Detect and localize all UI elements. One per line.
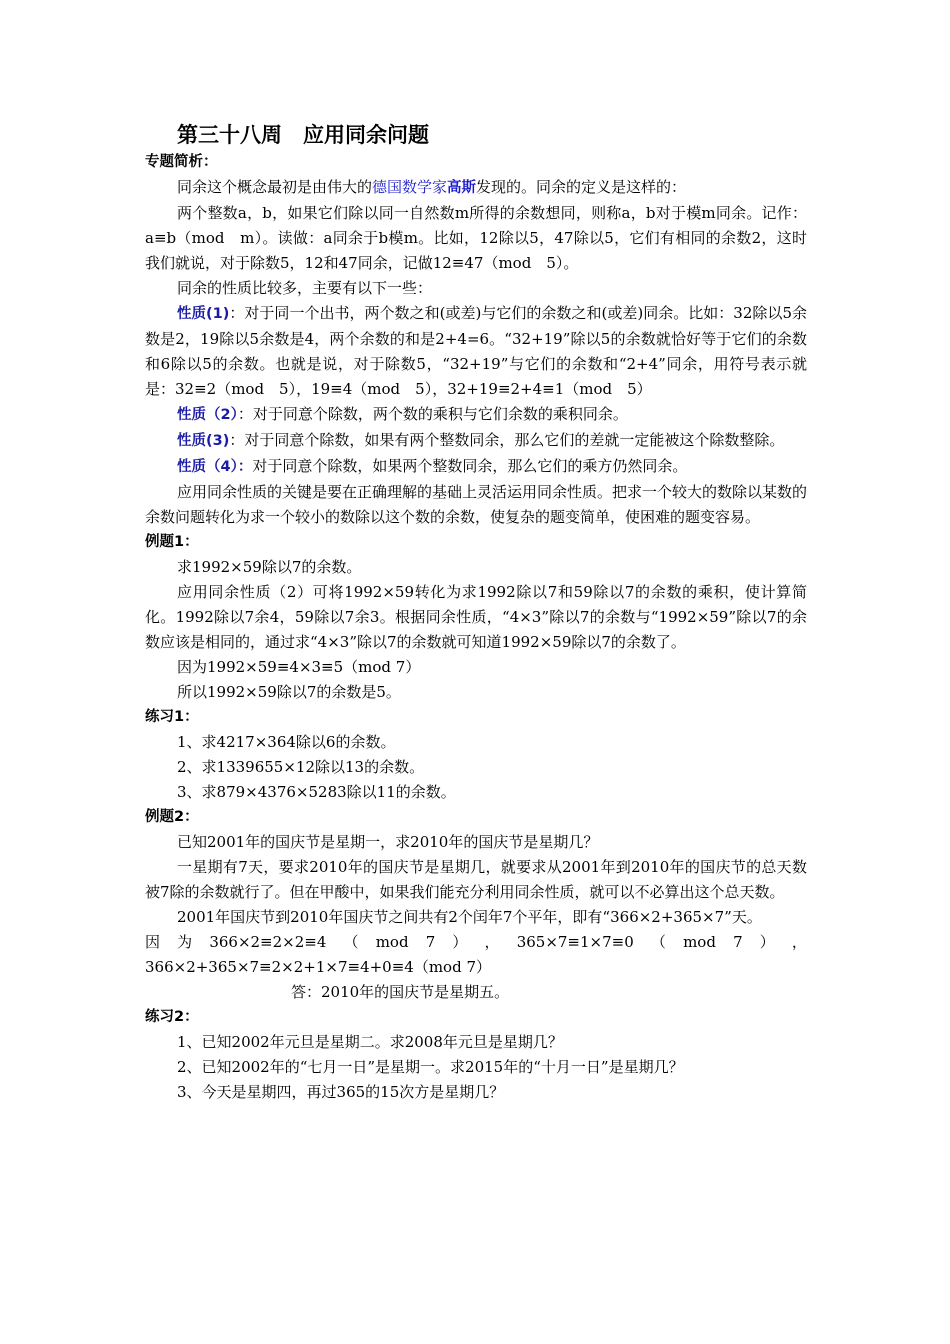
calc-token: ） <box>452 933 468 951</box>
example-1-question: 求1992×59除以7的余数。 <box>177 558 362 576</box>
example-1-because: 因为1992×59≡4×3≡5（mod 7） <box>177 658 421 676</box>
document-page <box>145 120 807 1105</box>
german-mathematician-link[interactable]: 德国数学家 <box>372 178 448 196</box>
example-1-therefore: 所以1992×59除以7的余数是5。 <box>177 683 401 701</box>
calc-token: 365×7≡1×7≡0 <box>516 933 634 951</box>
analysis-heading: 专题简析： <box>145 154 218 170</box>
calc-token: 7 <box>425 933 436 951</box>
calc-token: （ <box>650 933 666 951</box>
practice-2-heading: 练习2： <box>145 1009 199 1025</box>
property-3 <box>145 428 807 454</box>
intro-paragraph-3: 同余的性质比较多，主要有以下一些： <box>177 279 433 297</box>
example-2-calc-line-2 <box>145 930 807 955</box>
calc-token: 366×2≡2×2≡4 <box>209 933 327 951</box>
key-point-paragraph: 应用同余性质的关键是要在正确理解的基础上灵活运用同余性质。把求一个较大的数除以某数的余数问题转化为求一个较小的数除以这个数的余数，使复杂的题变简单，使困难的题变容易。 <box>145 483 808 526</box>
practice-1-item: 3、求879×4376×5283除以11的余数。 <box>177 783 456 801</box>
property-4-text: 对于同意个除数，如果两个整数同余，那么它们的乘方仍然同余。 <box>252 457 688 475</box>
calc-token: 为 <box>177 933 193 951</box>
practice-1-item: 2、求1339655×12除以13的余数。 <box>177 758 425 776</box>
intro-paragraph-1 <box>145 175 807 201</box>
calc-token: （ <box>343 933 359 951</box>
property-3-label: 性质(3) <box>177 433 230 449</box>
practice-1-item: 1、求4217×364除以6的余数。 <box>177 733 396 751</box>
property-4 <box>145 454 807 480</box>
property-1-text: ：对于同一个出书，两个数之和(或差)与它们的余数之和(或差)同余。比如：32除以5余数是2，19除以5余数是4，两个余数的和是2+4=6。“32+19”除以5的余数就恰好等于它们的余数和6除以5的余数。也就是说，对于除数5，“32+19”与它们的余数和“2+4”同余，用符号表示就是：32≡2（mod 5），19≡4（mod 5），32+19≡2+4≡1（mod 5） <box>145 304 807 398</box>
example-1-heading: 例题1： <box>145 534 199 550</box>
property-2 <box>145 402 807 428</box>
intro-text: 同余这个概念最初是由伟大的 <box>177 178 373 196</box>
example-2-calc-line-1: 2001年国庆节到2010年国庆节之间共有2个闰年7个平年，即有“366×2+365×7”天。 <box>177 908 762 926</box>
calc-token: ， <box>791 933 807 951</box>
calc-token: ） <box>759 933 775 951</box>
practice-2-item: 2、已知2002年的“七月一日”是星期一。求2015年的“十月一日”是星期几？ <box>177 1058 684 1076</box>
property-1 <box>145 301 807 402</box>
calc-token: 7 <box>733 933 743 951</box>
intro-text-after: 发现的。同余的定义是这样的： <box>476 178 687 196</box>
practice-2-item: 1、已知2002年元旦是星期二。求2008年元旦是星期几？ <box>177 1033 563 1051</box>
calc-token: ， <box>484 933 500 951</box>
example-2-heading: 例题2： <box>145 809 199 825</box>
calc-token: mod <box>375 933 409 951</box>
practice-1-heading: 练习1： <box>145 709 199 725</box>
property-4-label: 性质（4）： <box>177 459 253 475</box>
example-2-answer: 答：2010年的国庆节是星期五。 <box>291 983 510 1001</box>
gauss-link[interactable]: 高斯 <box>447 180 477 196</box>
intro-paragraph-2: 两个整数a，b，如果它们除以同一自然数m所得的余数想同，则称a，b对于模m同余。记作：a≡b（mod m）。读做：a同余于b模m。比如，12除以5，47除以5，它们有相同的余数2，这时我们就说，对于除数5，12和47同余，记做12≡47（mod 5）。 <box>145 204 807 272</box>
calc-token: mod <box>683 933 716 951</box>
property-2-label: 性质（2） <box>177 407 238 423</box>
page-title: 第三十八周 应用同余问题 <box>177 123 429 147</box>
property-1-label: 性质(1) <box>177 306 230 322</box>
practice-2-item: 3、今天是星期四，再过365的15次方是星期几？ <box>177 1083 505 1101</box>
property-2-text: ：对于同意个除数，两个数的乘积与它们余数的乘积同余。 <box>237 405 628 423</box>
example-2-calc-line-3: 366×2+365×7≡2×2+1×7≡4+0≡4（mod 7） <box>145 958 492 976</box>
example-2-analysis: 一星期有7天，要求2010年的国庆节是星期几，就要求从2001年到2010年的国庆节的总天数被7除的余数就行了。但在甲酸中，如果我们能充分利用同余性质，就可以不必算出这个总天数。 <box>145 858 807 901</box>
property-3-text: ：对于同意个除数，如果有两个整数同余，那么它们的差就一定能被这个除数整除。 <box>229 431 785 449</box>
calc-token: 因 <box>145 933 161 951</box>
example-2-question: 已知2001年的国庆节是星期一，求2010年的国庆节是星期几？ <box>177 833 599 851</box>
example-1-analysis: 应用同余性质（2）可将1992×59转化为求1992除以7和59除以7的余数的乘积，使计算简化。1992除以7余4，59除以7余3。根据同余性质，“4×3”除以7的余数与“1992×59”除以7的余数应该是相同的，通过求“4×3”除以7的余数就可知道1992×59除以7的余数了。 <box>145 583 807 651</box>
